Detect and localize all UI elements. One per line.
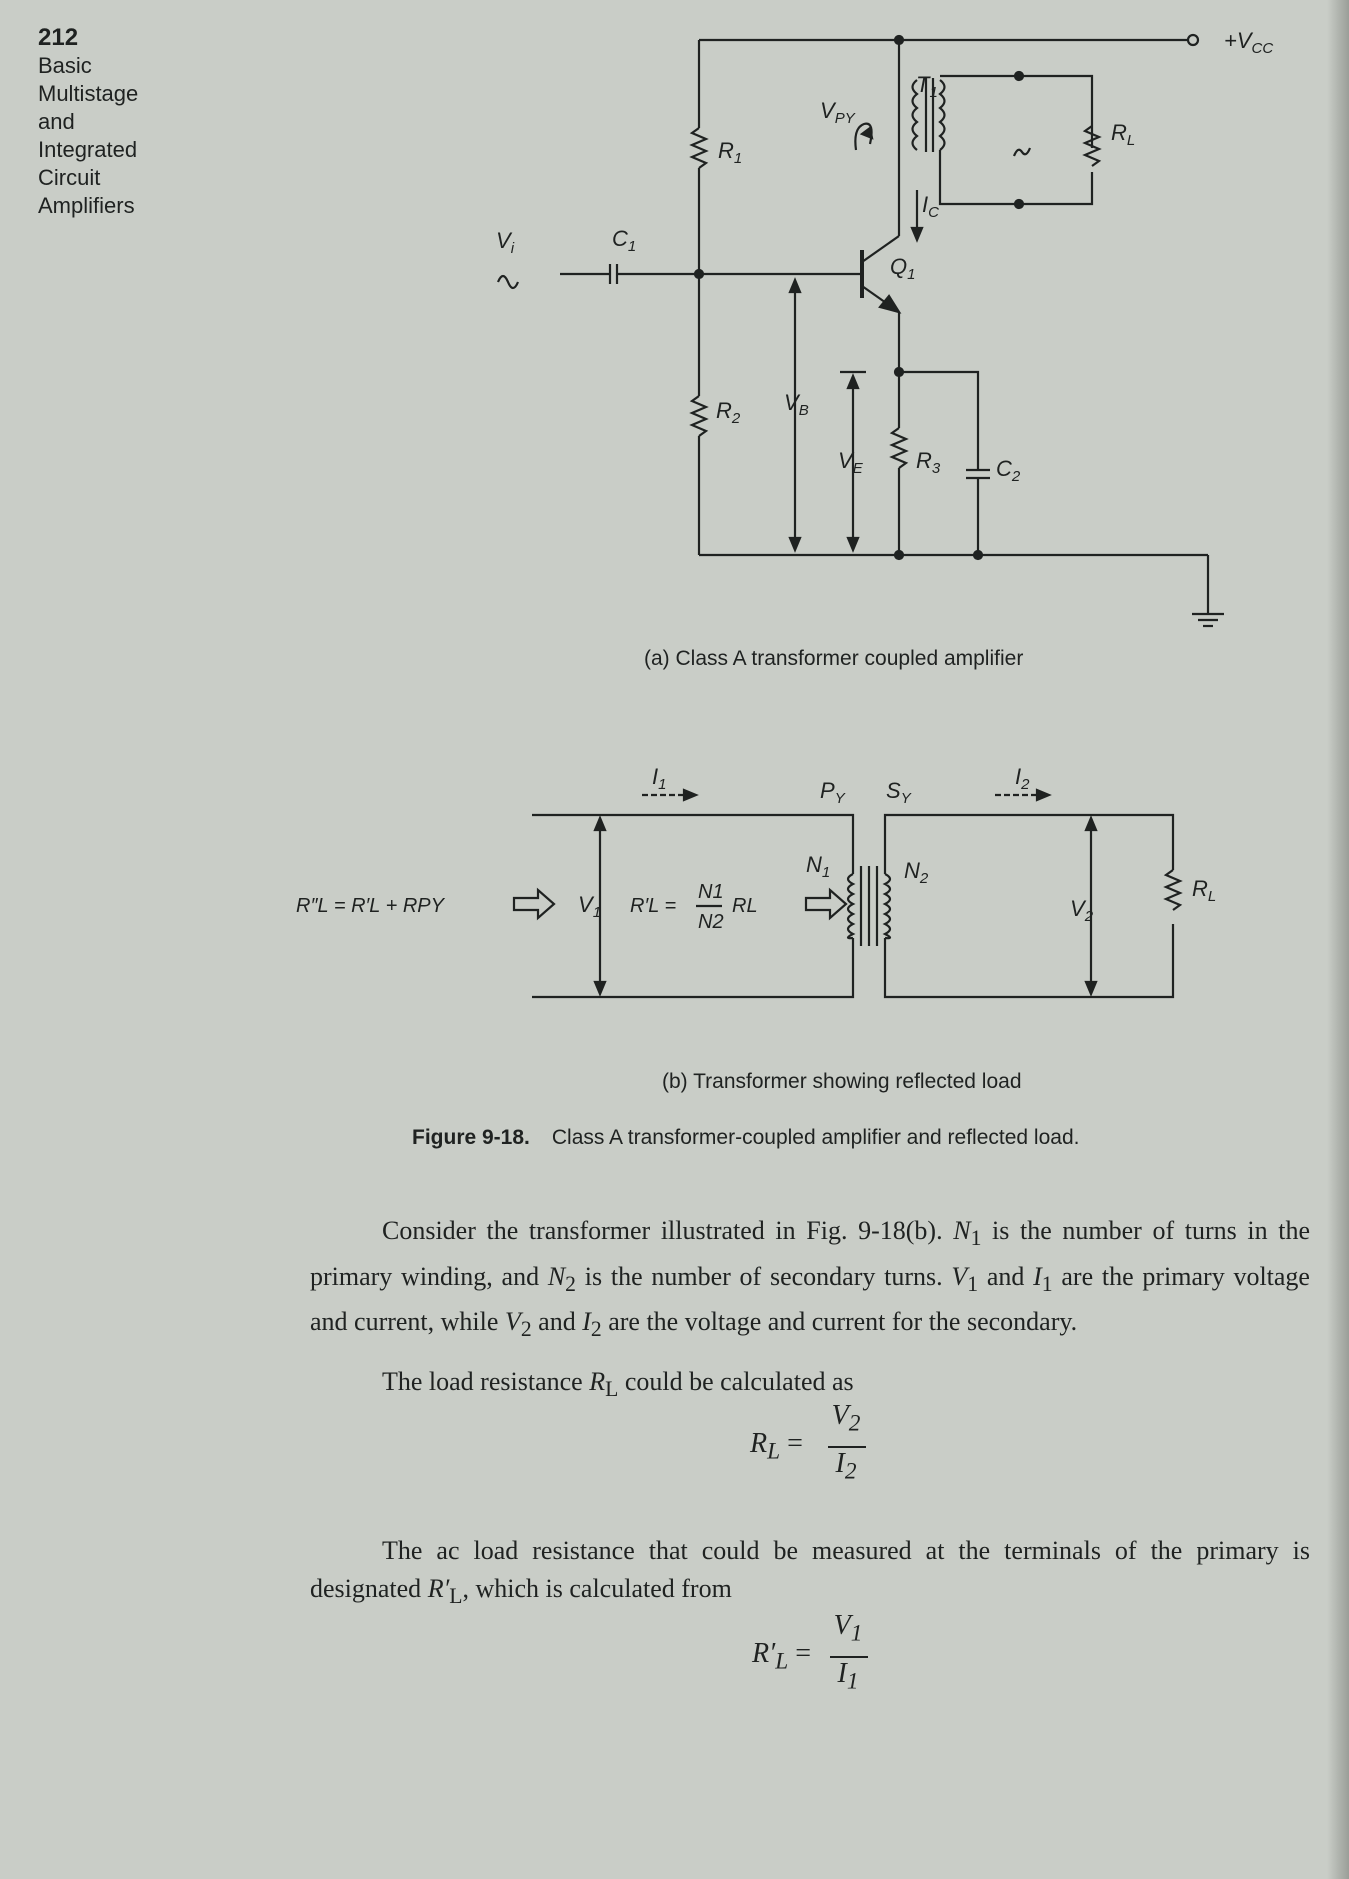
label-q1: Q [890,254,908,279]
label-rl: R [1111,120,1127,145]
label-vcc: +V [1224,28,1252,53]
label-rl-prime: R′L = [630,895,677,917]
svg-text:V1: $V_1$ [578,892,602,921]
svg-text:Vi: $V_i$ [496,228,515,257]
signal-squiggle-icon [1014,148,1030,156]
svg-text:T1: $T_1$ [916,72,938,101]
label-i2: I [1015,764,1022,789]
label-ic: I [922,192,929,217]
svg-text:RL: $R_L$ [1111,120,1136,149]
paragraph-3: The ac load resistance that could be measured at the terminals of the primary is designated $R'_L$, which is calculated from [310,1536,1310,1608]
svg-text:R2: $R_2$ [716,398,741,427]
svg-text:VB: $V_B$ [784,390,809,419]
figure-caption [412,1126,1079,1150]
page-number: 212 [38,24,79,51]
resistor-rl-b-icon [1166,870,1180,910]
svg-text:V2: $V_2$ [1070,896,1094,925]
running-head-line: Basic [38,53,92,78]
label-n1: N [806,852,822,877]
svg-text:VPY: $V_{PY}$ [820,98,855,127]
label-py: P [820,778,835,803]
circuit-reflected-load [514,790,1180,997]
running-head-line: Circuit [38,165,101,190]
label-frac-den: N2 [698,911,724,933]
label-v2: V [1070,896,1085,921]
svg-text:SY: $S_Y$ [886,778,911,807]
resistor-r3-icon [892,428,906,468]
svg-text:VE: $V_E$ [838,448,863,477]
svg-text:N2: $N_2$ [904,858,929,887]
label-ve: V [838,448,853,473]
label-r3: R [916,448,932,473]
resistor-r1-icon [692,128,706,168]
svg-text:I1: $I_1$ [652,764,667,793]
label-c2: C [996,456,1012,481]
reflect-arrow-icon [514,890,554,918]
label-rl-after: RL [732,895,758,917]
svg-text:C1: $C_1$ [612,226,637,255]
transformer-secondary-icon [885,874,890,938]
label-t1: T [916,72,930,97]
svg-text:+VCC: $+V_{CC}$ [1224,28,1274,57]
label-sy: S [886,778,901,803]
svg-text:R3: $R_3$ [916,448,941,477]
paragraph-1: Consider the transformer illustrated in Fig. 9-18(b). $N_1$ is the number of turns in the primary winding, and $N_2$ is the number of secondary turns. $V_1$ and $I_1$ are the primary voltage and current, while $V_2$ and $I_2$ are the voltage and current for the secondary. [310,1216,1310,1342]
label-r1: R [718,138,734,163]
label-r2: R [716,398,732,423]
equation-rl: $R_L$ = $V_2$ $I_2$ [750,1400,890,1490]
svg-text:N1: $N_1$ [806,852,831,881]
svg-text:RL: $R_L$ [1192,876,1217,905]
label-frac-num: N1 [698,881,724,903]
resistor-r2-icon [692,396,706,436]
label-rl-double-prime-eq: R″L = R′L + RPY [296,895,444,917]
caption-part-b: (b) Transformer showing reflected load [662,1070,1022,1093]
label-c1: C [612,226,628,251]
figure-caption-text: Class A transformer-coupled amplifier and reflected load. [551,1126,1080,1149]
svg-text:I2: $I_2$ [1015,764,1030,793]
svg-text:R1: $R_1$ [718,138,743,167]
caption-part-a: (a) Class A transformer coupled amplifier [644,647,1024,670]
svg-text:Q1: $Q_1$ [890,254,916,283]
figure-label: Figure 9-18. [412,1126,530,1149]
running-head-line: Integrated [38,137,138,162]
label-n2: N [904,858,920,883]
svg-text:C2: $C_2$ [996,456,1021,485]
label-rl-b: R [1192,876,1208,901]
ac-source-icon [498,276,518,288]
svg-text:IC: $I_C$ [922,192,939,221]
running-head-line: Multistage [38,81,139,106]
reflect-arrow-icon [806,890,846,918]
label-vpy: V [820,98,835,123]
transformer-primary-icon [848,874,853,938]
label-vb: V [784,390,799,415]
label-v1: V [578,892,593,917]
paragraph-2: The load resistance $R_L$ could be calculated as [382,1367,854,1402]
running-head-line: and [38,109,75,134]
label-vi: V [496,228,511,253]
svg-text:PY: $P_Y$ [820,778,845,807]
equation-rl-prime: $R'_L$ = $V_1$ $I_1$ [752,1610,892,1700]
running-head-line: Amplifiers [38,193,135,218]
label-i1: I [652,764,659,789]
